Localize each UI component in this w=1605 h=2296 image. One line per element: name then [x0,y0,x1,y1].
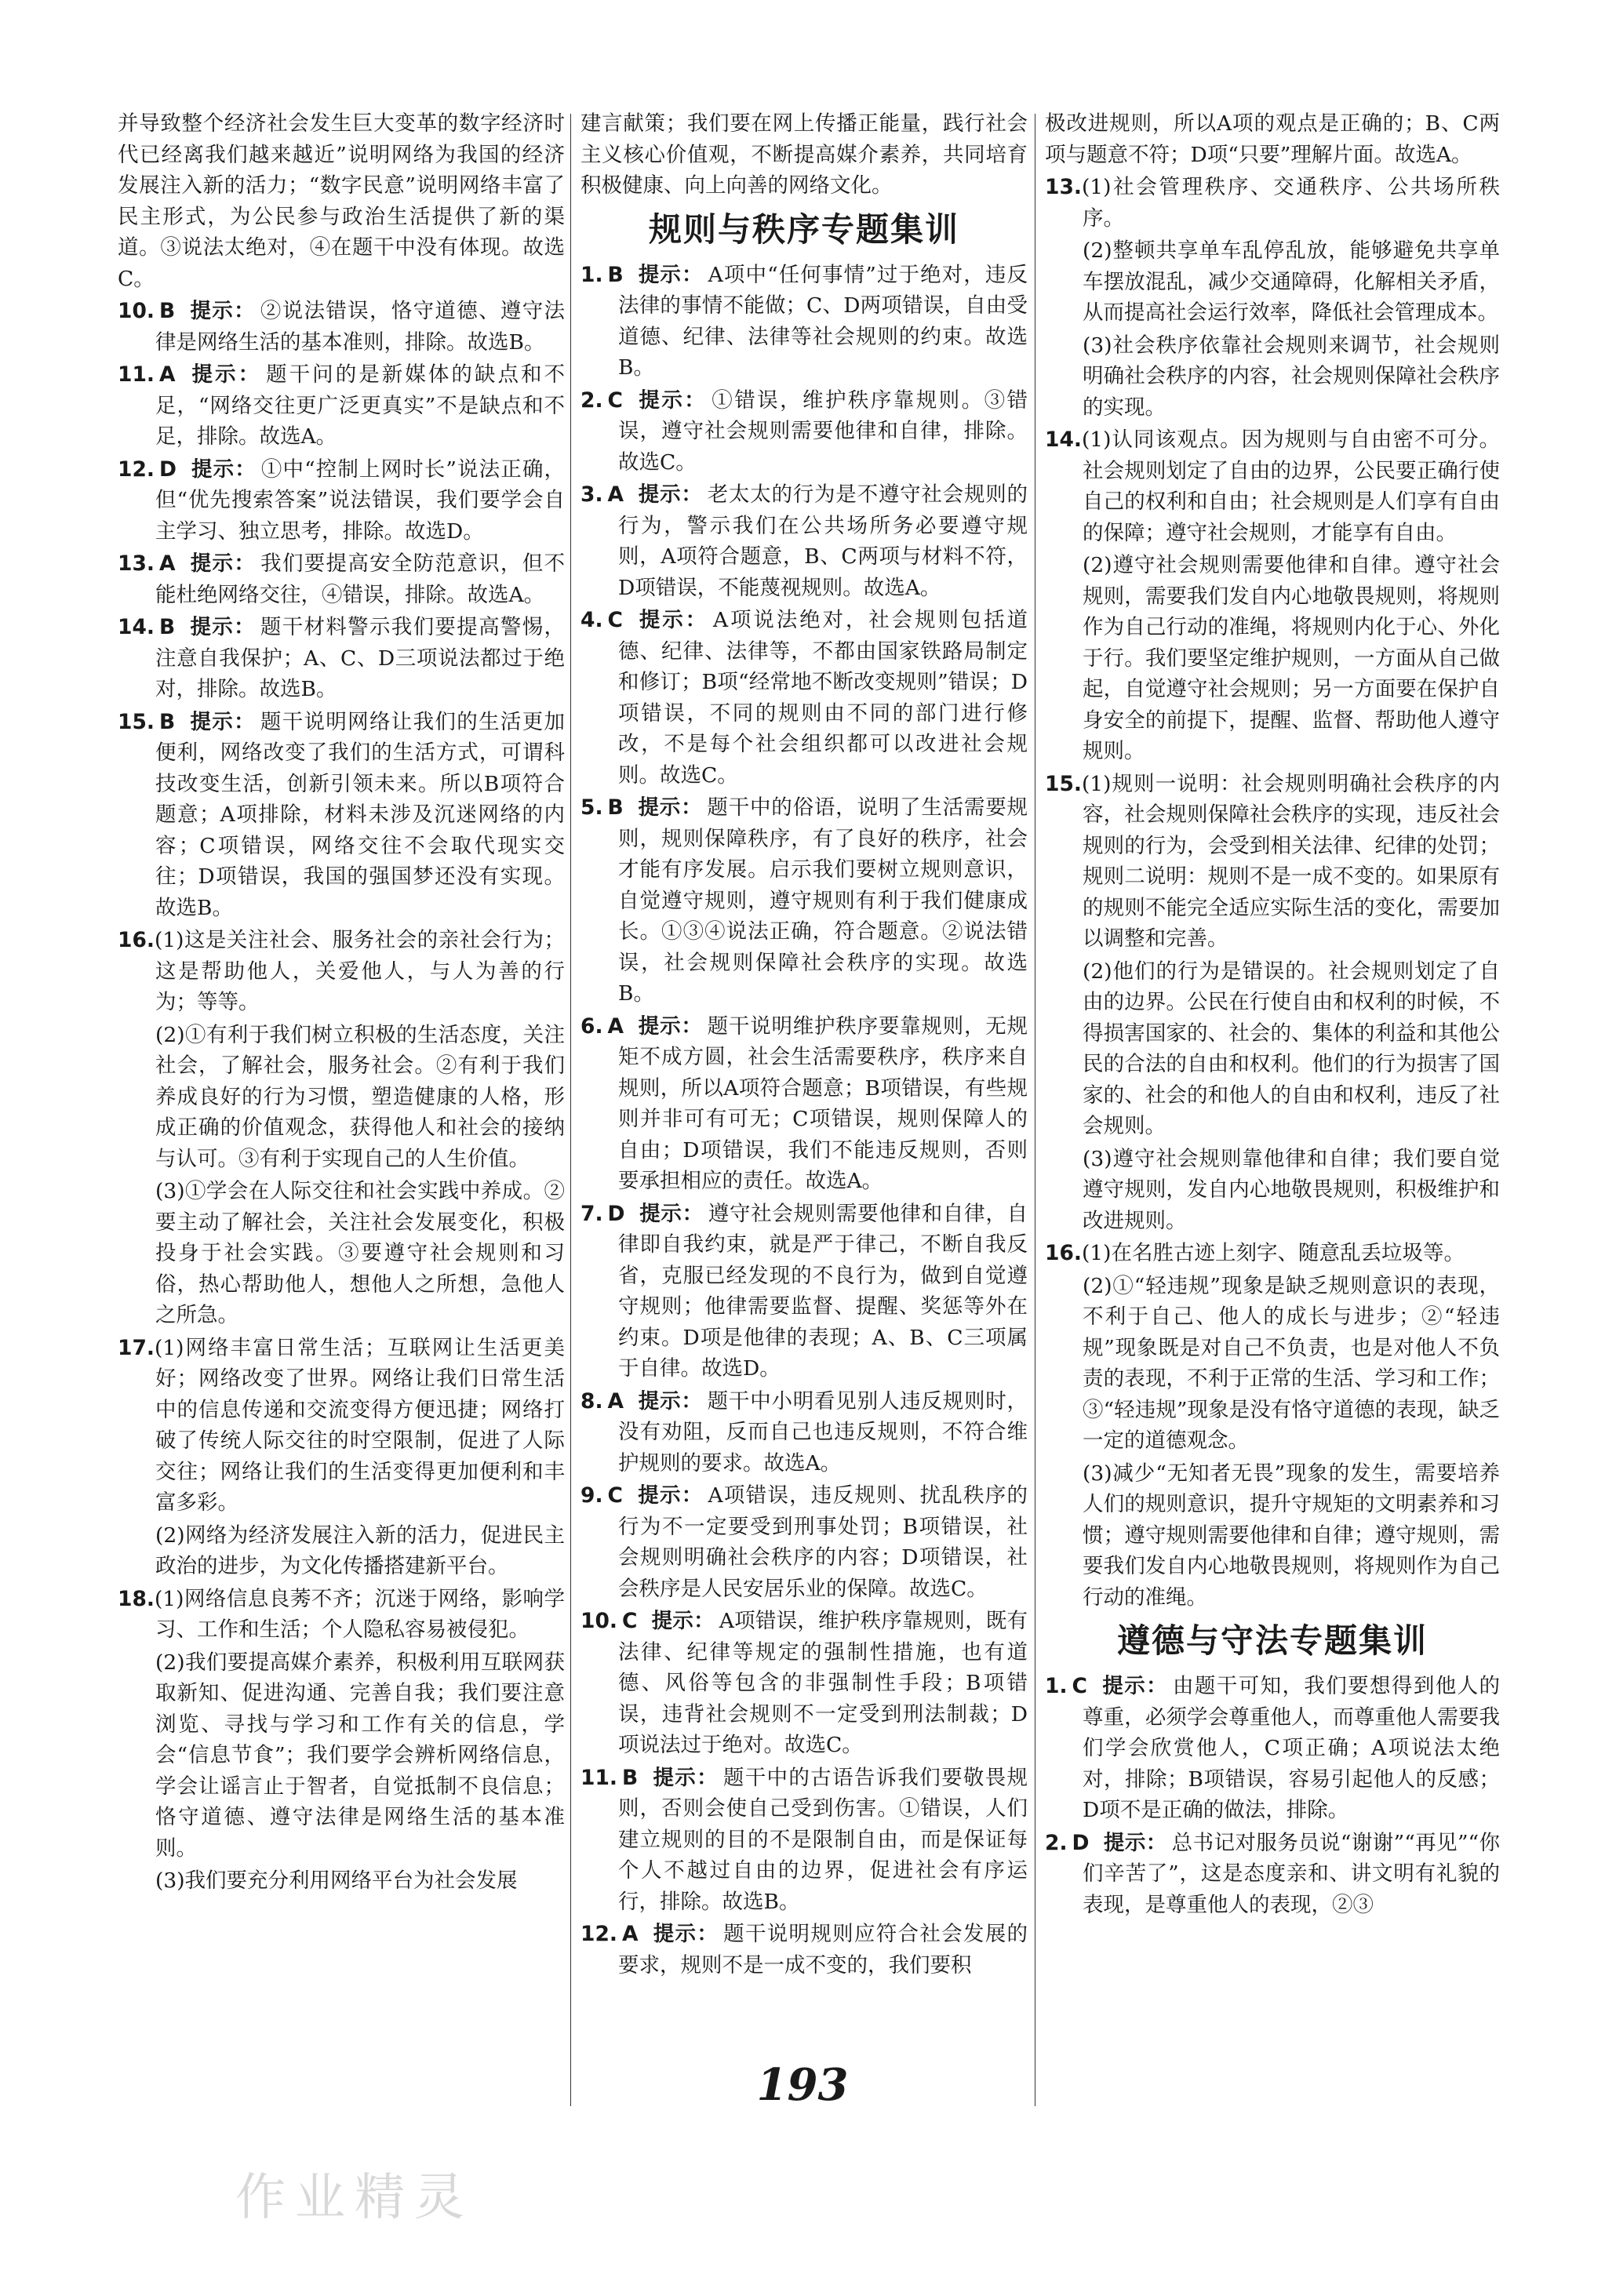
question-number: 1. [580,262,603,287]
answer-choice: A [607,482,624,507]
question-number: 12. [118,457,155,482]
hint-label: 提示： [637,262,704,287]
answer-choice: A [607,1388,624,1414]
question-number: 16. [118,928,155,952]
hint-label: 提示： [1101,1674,1169,1698]
question-number: 14. [118,615,155,639]
answer-text: ①错误，维护秩序靠规则。③错误，遵守社会规则需要他律和自律，排除。故选C。 [618,388,1028,475]
question-number: 10. [118,299,155,323]
question-number: 13. [1045,175,1082,199]
answer-item [118,359,565,453]
question-number: 15. [118,709,155,734]
sub-answer: (2)网络为经济发展注入新的活力，促进民主政治的进步，为文化传播搭建新平台。 [155,1523,565,1578]
answer-choice: D [607,1201,625,1226]
sub-answer: (3)遵守社会规则靠他律和自律；我们要自觉遵守规则，发自内心地敬畏规则，积极维护和改进规则。 [1083,1146,1500,1233]
answer-text: (1)网络丰富日常生活；互联网让生活更美好；网络改变了世界。网络让我们日常生活中的信息传递和交流变得方便迅捷；网络打破了传统人际交往的时空限制，促进了人际交往；网络让我们的生活变得更加便利和丰富多彩。 [154,1335,565,1515]
question-number: 13. [118,551,155,576]
question-number: 14. [1045,428,1082,452]
question-number: 12. [580,1922,617,1946]
question-number: 10. [580,1609,617,1633]
continued-paragraph: 极改进规则，所以A项的观点是正确的；B、C两项与题意不符；D项“只要”理解片面。故选A。 [1045,111,1500,167]
column-2 [580,108,1028,1982]
sub-answer: (3)我们要充分利用网络平台为社会发展 [155,1868,518,1893]
answer-item [118,454,565,548]
section-heading: 遵德与守法专题集训 [1116,1621,1428,1660]
answer-choice: B [158,299,176,323]
answer-text: A项错误，维护秩序靠规则，既有法律、纪律等规定的强制性措施，也有道德、风俗等包含的非强制性手段；B项错误，违背社会规则不一定受到刑法制裁；D项说法过于绝对。故选C。 [618,1609,1028,1757]
answer-text: A项错误，违反规则、扰乱秩序的行为不一定要受到刑事处罚；B项错误，社会规则明确社会秩序的内容；D项错误，社会秩序是人民安居乐业的保障。故选C。 [618,1483,1028,1601]
answer-item [580,479,1028,603]
question-number: 15. [1045,771,1082,796]
answer-text: (1)社会管理秩序、交通秩序、公共场所秩序。 [1081,175,1500,231]
page-number: 193 [756,2059,849,2111]
answer-text: ②说法错误，恪守道德、遵守法律是网络生活的基本准则，排除。故选B。 [155,299,566,355]
answer-item [580,1011,1028,1197]
answer-choice: C [1072,1674,1087,1698]
answer-text: 遵守社会规则需要他律和自律，自律即自我约束，就是严于律己，不断自我反省，克服已经发现的不良行为，做到自觉遵守规则；他律需要监督、提醒、奖惩等外在约束。D项是他律的表现；A、B、C三项属于自律。故选D。 [618,1201,1028,1381]
answer-item [580,605,1028,791]
answer-text: 我们要提高安全防范意识，但不能杜绝网络交往，④错误，排除。故选A。 [155,551,566,607]
answer-choice: A [158,551,176,576]
hint-label: 提示： [636,388,708,413]
answer-item [118,707,565,924]
answer-text: (1)这是关注社会、服务社会的亲社会行为；这是帮助他人，关爱他人，与人为善的行为；等等。 [154,928,565,1014]
answer-choice: D [1072,1830,1090,1855]
answer-item [580,385,1028,478]
question-number: 5. [580,795,603,820]
answer-item [580,1199,1028,1385]
answer-item [118,1333,565,1519]
answer-text: (1)规则一说明：社会规则明确社会秩序的内容，社会规则保障社会秩序的实现，违反社会规则的行为，会受到相关法律、纪律的处罚；规则二说明：规则不是一成不变的。如果原有的规则不能完全适应实际生活的变化，需要加以调整和完善。 [1081,771,1500,951]
sub-answer: (2)我们要提高媒介素养，积极利用互联网获取新知、促进沟通、完善自我；我们要注意浏览、寻找与学习和工作有关的信息，学会“信息节食”；我们要学会辨析网络信息，学会让谣言止于智者，自觉抵制不良信息；恪守道德、遵守法律是网络生活的基本准则。 [155,1650,565,1861]
question-number: 11. [580,1765,617,1790]
answer-text: 题干说明规则应符合社会发展的要求，规则不是一成不变的，我们要积 [618,1922,1028,1978]
answer-text: 题干说明网络让我们的生活更加便利，网络改变了我们的生活方式，可谓科技改变生活，创新引领未来。所以B项符合题意；A项排除，材料未涉及沉迷网络的内容；C项错误，网络交往不会取代现实交往；D项错误，我国的强国梦还没有实现。故选B。 [155,709,566,920]
question-number: 7. [580,1201,603,1226]
hint-label: 提示： [638,1013,703,1039]
answer-choice: B [607,262,624,287]
answer-text: ①中“控制上网时长”说法正确，但“优先搜索答案”说法错误，我们要学会自主学习、独立思考，排除。故选D。 [155,457,565,544]
answer-item [118,296,565,358]
sub-answer: (2)遵守社会规则需要他律和自律。遵守社会规则，需要我们发自内心地敬畏规则，将规则作为自己行动的准绳，将规则内化于心、外化于行。我们要坚定维护规则，一方面从自己做起，自觉遵守社会规则；另一方面要在保护自身安全的前提下，提醒、监督、帮助他人遵守规则。 [1083,553,1500,763]
sub-answer: (2)整顿共享单车乱停乱放，能够避免共享单车摆放混乱，减少交通障碍，化解相关矛盾，从而提高社会运行效率，降低社会管理成本。 [1083,238,1500,325]
column-divider-1 [570,114,571,2106]
answer-item [580,1606,1028,1761]
answer-choice: C [607,608,623,632]
hint-label: 提示： [636,1483,704,1508]
answer-text: 总书记对服务员说“谢谢”“再见”“你们辛苦了”，这是态度亲和、讲文明有礼貌的表现，是尊重他人的表现，②③ [1083,1830,1501,1917]
question-number: 9. [580,1483,603,1508]
answer-item [1045,172,1500,234]
answer-text: A项中“任何事情”过于绝对，违反法律的事情不能做；C、D两项错误，自由受道德、纪律、法律等社会规则的约束。故选B。 [618,262,1028,380]
answer-text: 题干中的俗语，说明了生活需要规则，规则保障秩序，有了良好的秩序，社会才能有序发展。启示我们要树立规则意识，自觉遵守规则，遵守规则有利于我们健康成长。①③④说法正确，符合题意。②说法错误，社会规则保障社会秩序的实现。故选B。 [618,795,1028,1006]
answer-item [1045,1828,1500,1921]
hint-label: 提示： [638,1388,703,1414]
answer-text: (1)认同该观点。因为规则与自由密不可分。社会规则划定了自由的边界，公民要正确行使自己的权利和自由；社会规则是人们享有自由的保障；遵守社会规则，才能享有自由。 [1081,428,1500,545]
answer-choice: A [607,1013,624,1039]
hint-label: 提示： [651,1609,715,1633]
hint-label: 提示： [190,457,257,482]
sub-answer: (3)减少“无知者无畏”现象的发生，需要培养人们的规则意识，提升守规矩的文明素养和习惯；遵守规则需要他律和自律；遵守规则，需要我们发自内心地敬畏规则，将规则作为自己行动的准绳。 [1083,1461,1500,1610]
answer-item [580,1763,1028,1918]
answer-text: (1)在名胜古迹上刻字、随意乱丢垃圾等。 [1081,1241,1465,1265]
question-number: 2. [1045,1830,1068,1855]
answer-text: (1)网络信息良莠不齐；沉迷于网络，影响学习、工作和生活；个人隐私容易被侵犯。 [154,1586,565,1642]
answer-text: 题干说明维护秩序要靠规则，无规矩不成方圆，社会生活需要秩序，秩序来自规则，所以A项符合题意；B项错误，有些规则并非可有可无；C项错误，规则保障人的自由；D项错误，我们不能违反规则，否则要承担相应的责任。故选A。 [618,1013,1028,1193]
answer-choice: C [621,1609,638,1633]
hint-label: 提示： [189,362,262,387]
question-number: 17. [118,1335,155,1360]
section-heading: 规则与秩序专题集训 [648,209,959,249]
hint-label: 提示： [1103,1830,1167,1855]
answer-choice: B [158,709,176,734]
answer-item [1045,1238,1500,1269]
answer-item [580,1919,1028,1981]
hint-label: 提示： [189,709,256,734]
answer-item [580,792,1028,1010]
answer-item [580,1386,1028,1479]
answer-text: 题干问的是新媒体的缺点和不足，“网络交往更广泛更真实”不是缺点和不足，排除。故选A。 [155,362,566,449]
answer-text: 老太太的行为是不遵守社会规则的行为，警示我们在公共场所务必要遵守规则，A项符合题意，B、C两项与材料不符，D项错误，不能蔑视规则。故选A。 [618,482,1028,600]
answer-choice: C [607,388,623,413]
watermark-text: 作业精灵 [235,2169,474,2227]
answer-item [1045,769,1500,955]
hint-label: 提示： [652,1922,719,1946]
sub-answer: (2)他们的行为是错误的。社会规则划定了自由的边界。公民在行使自由和权利的时候，不得损害国家的、社会的、集体的利益和其他公民的合法的自由和权利。他们的行为损害了国家的、社会的和他人的自由和权利，违反了社会规则。 [1083,959,1500,1138]
answer-choice: A [158,362,176,387]
column-1 [118,108,565,1898]
question-number: 2. [580,388,603,413]
answer-choice: D [158,457,177,482]
continued-paragraph: 建言献策；我们要在网上传播正能量，践行社会主义核心价值观，不断提高媒介素养，共同培育积极健康、向上向善的网络文化。 [580,111,1028,198]
answer-text: A项说法绝对，社会规则包括道德、纪律、法律等，不都由国家铁路局制定和修订；B项“经常地不断改变规则”错误；D项错误，不同的规则由不同的部门进行修改，不是每个社会组织都可以改进社会规则。故选C。 [618,608,1028,788]
answer-text: 题干中的古语告诉我们要敬畏规则，否则会使自己受到伤害。①错误，人们建立规则的目的不是限制自由，而是保证每个人不越过自由的边界，促进社会有序运行，排除。故选B。 [618,1765,1028,1914]
answer-choice: A [621,1922,639,1946]
hint-label: 提示： [189,551,257,576]
question-number: 18. [118,1586,155,1611]
hint-label: 提示： [652,1765,719,1790]
answer-item [1045,424,1500,548]
question-number: 4. [580,608,603,632]
continued-paragraph: 并导致整个经济社会发生巨大变革的数字经济时代已经离我们越来越近”说明网络为我国的经济发展注入新的活力；“数字民意”说明网络丰富了民主形式，为公民参与政治生活提供了新的渠道。③说法太绝对，④在题干中没有体现。故选C。 [118,111,565,291]
answer-choice: B [158,615,176,639]
question-number: 1. [1045,1674,1068,1698]
hint-label: 提示： [637,795,703,820]
question-number: 16. [1045,1241,1082,1265]
answer-choice: B [621,1765,639,1790]
hint-label: 提示： [639,1201,704,1226]
question-number: 3. [580,482,603,507]
answer-item [580,1480,1028,1604]
question-number: 8. [580,1388,603,1414]
hint-label: 提示： [636,608,708,632]
answer-item [118,925,565,1018]
question-number: 11. [118,362,155,387]
sub-answer: (3)①学会在人际交往和社会实践中养成。②要主动了解社会，关注社会发展变化，积极投身于社会实践。③要遵守社会规则和习俗，热心帮助他人，想他人之所想，急他人之所急。 [155,1179,565,1327]
answer-item [580,260,1028,384]
answer-choice: C [607,1483,623,1508]
answer-item [118,548,565,610]
answer-text: 题干中小明看见别人违反规则时，没有劝阻，反而自己也违反规则，不符合维护规则的要求。故选A。 [618,1388,1028,1475]
answer-item [118,612,565,705]
answer-text: 由题干可知，我们要想得到他人的尊重，必须学会尊重他人，而尊重他人需要我们学会欣赏他人，C项正确；A项说法太绝对，排除；B项错误，容易引起他人的反感；D项不是正确的做法，排除。 [1083,1674,1500,1822]
sub-answer: (2)①“轻违规”现象是缺乏规则意识的表现，不利于自己、他人的成长与进步；②“轻违规”现象既是对自己不负责，也是对他人不负责的表现，不利于正常的生活、学习和工作；③“轻违规”现象是没有恪守道德的表现，缺乏一定的道德观念。 [1083,1273,1500,1453]
answer-item [1045,1671,1500,1826]
hint-label: 提示： [189,615,256,639]
column-3 [1045,108,1500,1922]
answer-text: 题干材料警示我们要提高警惕，注意自我保护；A、C、D三项说法都过于绝对，排除。故选B。 [155,615,566,701]
sub-answer: (2)①有利于我们树立积极的生活态度，关注社会，了解社会，服务社会。②有利于我们养成良好的行为习惯，塑造健康的人格，形成正确的价值观念，获得他人和社会的接纳与认可。③有利于实现自己的人生价值。 [155,1022,565,1171]
answer-item [118,1584,565,1646]
sub-answer: (3)社会秩序依靠社会规则来调节，社会规则明确社会秩序的内容，社会规则保障社会秩序的实现。 [1083,333,1500,420]
answer-choice: B [607,795,624,820]
question-number: 6. [580,1013,603,1039]
hint-label: 提示： [189,299,256,323]
hint-label: 提示： [638,482,703,507]
